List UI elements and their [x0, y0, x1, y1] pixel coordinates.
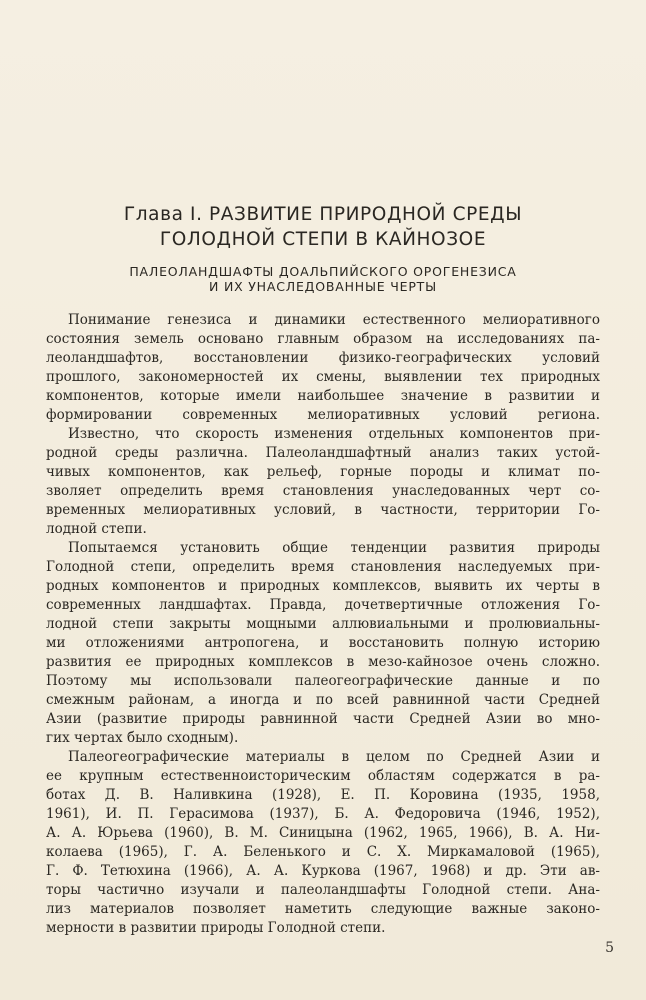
text-line: мерности в развитии природы Голодной степи. — [46, 920, 386, 936]
text-line: Голодной степи, определить время становления наследуемых при- — [46, 559, 600, 575]
text-line: гих чертах было сходным). — [46, 730, 239, 746]
text-line: Поэтому мы использовали палеогеографические данные и по — [46, 673, 600, 689]
text-line: родных компонентов и природных комплексов, выявить их черты в — [46, 578, 600, 594]
text-line: лодной степи. — [46, 521, 147, 537]
text-line: формировании современных мелиоративных условий региона. — [46, 407, 600, 423]
paragraph-2 — [46, 425, 600, 539]
text-line: современных ландшафтах. Правда, дочетвертичные отложения Го- — [46, 597, 600, 613]
text-line: ее крупным естественноисторическим областям содержатся в ра- — [46, 768, 600, 784]
paragraph-4 — [46, 748, 600, 938]
paragraph-3 — [46, 539, 600, 748]
text-line: Известно, что скорость изменения отдельных компонентов при- — [68, 426, 600, 442]
text-line: смежным районам, а иногда и по всей равнинной части Средней — [46, 692, 600, 708]
text-line: колаева (1965), Г. А. Беленького и С. Х. Миркамаловой (1965), — [46, 844, 600, 860]
section-title-line-2: И ИХ УНАСЛЕДОВАННЫЕ ЧЕРТЫ — [209, 279, 437, 294]
text-line: Понимание генезиса и динамики естественного мелиоративного — [68, 312, 600, 328]
text-line: торы частично изучали и палеоландшафты Голодной степи. Ана- — [46, 882, 600, 898]
page-number: 5 — [605, 940, 614, 956]
chapter-title-line-2: ГОЛОДНОЙ СТЕПИ В КАЙНОЗОЕ — [159, 229, 487, 250]
text-line: состояния земель основано главным образом на исследованиях па- — [46, 331, 600, 347]
body-text — [46, 311, 600, 938]
text-line: прошлого, закономерностей их смены, выявлении тех природных — [46, 369, 600, 385]
text-line: компонентов, которые имели наибольшее значение в развитии и — [46, 388, 600, 404]
chapter-title-line-1: Глава I. РАЗВИТИЕ ПРИРОДНОЙ СРЕДЫ — [123, 204, 523, 225]
text-line: лодной степи закрыты мощными аллювиальными и пролювиальны- — [46, 616, 600, 632]
text-line: родной среды различна. Палеоландшафтный анализ таких устой- — [46, 445, 600, 461]
text-line: леоландшафтов, восстановлении физико-географических условий — [46, 350, 600, 366]
text-line: ми отложениями антропогена, и восстановить полную историю — [46, 635, 600, 651]
text-line: зволяет определить время становления унаследованных черт со- — [46, 483, 600, 499]
text-line: ботах Д. В. Наливкина (1928), Е. П. Коровина (1935, 1958, — [46, 787, 600, 803]
text-line: чивых компонентов, как рельеф, горные породы и климат по- — [46, 464, 600, 480]
text-line: Палеогеографические материалы в целом по Средней Азии и — [68, 749, 600, 765]
text-line: развития ее природных комплексов в мезо-кайнозое очень сложно. — [46, 654, 600, 670]
text-line: 1961), И. П. Герасимова (1937), Б. А. Федоровича (1946, 1952), — [46, 806, 600, 822]
section-title-line-1: ПАЛЕОЛАНДШАФТЫ ДОАЛЬПИЙСКОГО ОРОГЕНЕЗИСА — [129, 264, 517, 279]
text-line: Азии (развитие природы равнинной части Средней Азии во мно- — [46, 711, 600, 727]
text-line: Г. Ф. Тетюхина (1966), А. А. Куркова (1967, 1968) и др. Эти ав- — [46, 863, 600, 879]
paragraph-1 — [46, 311, 600, 425]
text-line: Попытаемся установить общие тенденции развития природы — [68, 540, 600, 556]
text-line: А. А. Юрьева (1960), В. М. Синицына (1962, 1965, 1966), В. А. Ни- — [46, 825, 600, 841]
text-line: лиз материалов позволяет наметить следующие важные законо- — [46, 901, 600, 917]
text-line: временных мелиоративных условий, в частности, территории Го- — [46, 502, 600, 518]
